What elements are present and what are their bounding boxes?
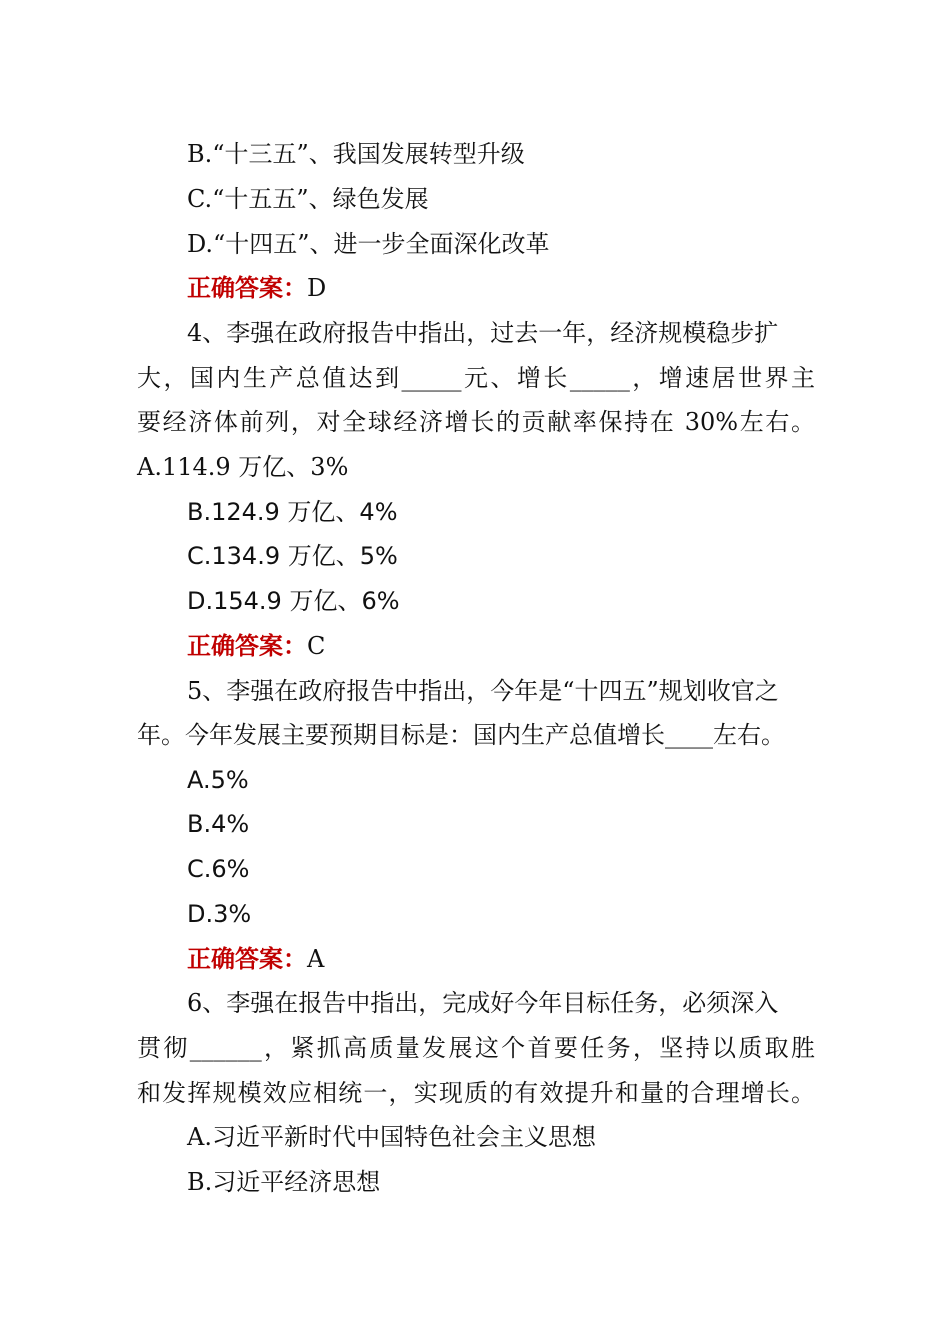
q4-option-d: D.154.9 万亿、6% — [187, 587, 400, 615]
q5-option-c: C.6% — [187, 855, 250, 883]
q4-answer-value: C — [307, 632, 326, 660]
q5-stem-line2: 年。今年发展主要预期目标是：国内生产总值增长____左右。 — [137, 721, 785, 749]
q6-option-a: A.习近平新时代中国特色社会主义思想 — [187, 1123, 596, 1151]
q3-answer-line — [187, 273, 887, 303]
q6-stem-line3: 和发挥规模效应相统一，实现质的有效提升和量的合理增长。 — [137, 1079, 815, 1107]
q3-option-b: B.“十三五”、我国发展转型升级 — [187, 140, 525, 168]
q5-option-d: D.3% — [187, 900, 252, 928]
answer-label: 正确答案： — [187, 632, 307, 660]
q5-answer-value: A — [307, 945, 325, 973]
q4-option-b: B.124.9 万亿、4% — [187, 498, 398, 526]
q4-stem-line1: 4、李强在政府报告中指出，过去一年，经济规模稳步扩 — [187, 319, 779, 347]
answer-label: 正确答案： — [187, 274, 307, 302]
q6-option-b: B.习近平经济思想 — [187, 1168, 381, 1196]
q6-stem-line1: 6、李强在报告中指出，完成好今年目标任务，必须深入 — [187, 989, 779, 1017]
q5-stem-line1: 5、李强在政府报告中指出，今年是“十四五”规划收官之 — [187, 677, 779, 705]
q5-option-b: B.4% — [187, 810, 250, 838]
q6-stem-line2: 贯彻______，紧抓高质量发展这个首要任务，坚持以质取胜 — [137, 1034, 815, 1062]
q4-option-c: C.134.9 万亿、5% — [187, 542, 398, 570]
q5-option-a: A.5% — [187, 766, 249, 794]
q4-option-a: A.114.9 万亿、3% — [137, 453, 349, 481]
q4-stem-line2: 大，国内生产总值达到_____元、增长_____，增速居世界主 — [137, 364, 815, 392]
q3-answer-value: D — [307, 274, 327, 302]
q5-answer-line — [187, 944, 887, 974]
q4-stem-line3: 要经济体前列，对全球经济增长的贡献率保持在 30%左右。 — [137, 408, 815, 436]
q3-option-d: D.“十四五”、进一步全面深化改革 — [187, 230, 550, 258]
q4-answer-line — [187, 631, 887, 661]
q3-option-c: C.“十五五”、绿色发展 — [187, 185, 429, 213]
answer-label: 正确答案： — [187, 945, 307, 973]
